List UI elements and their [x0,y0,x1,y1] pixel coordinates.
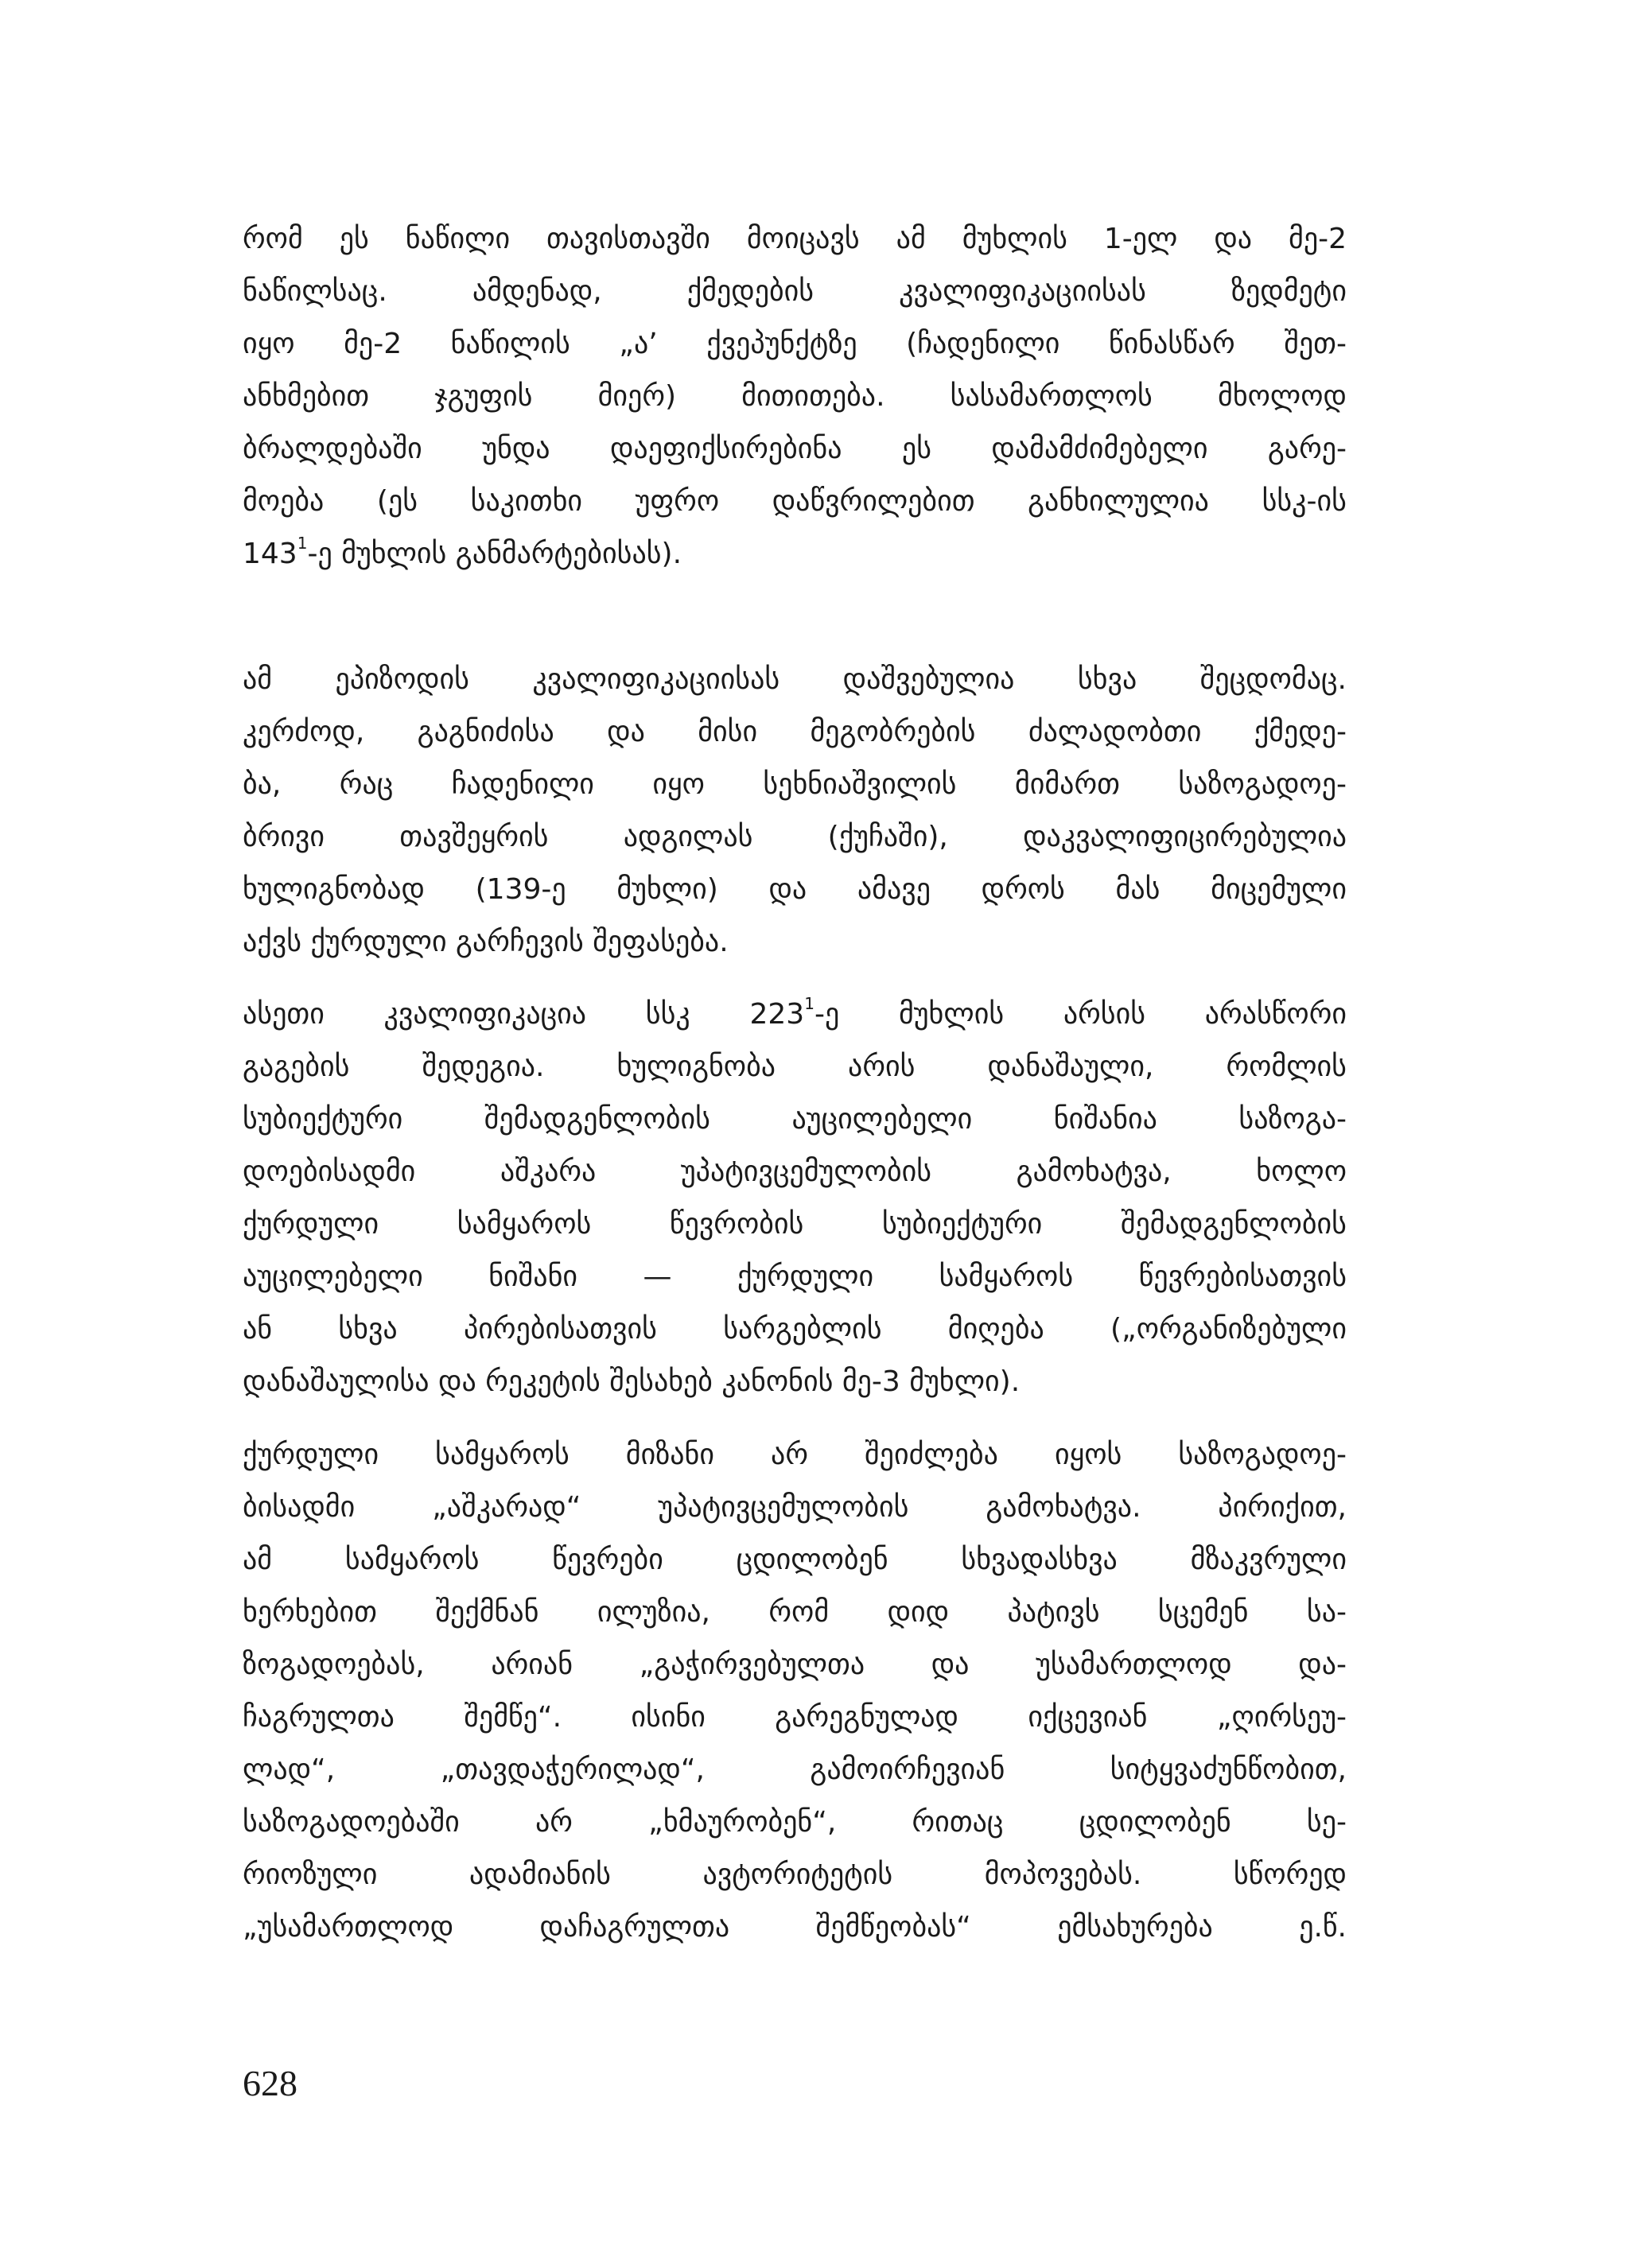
paragraph-line: ნაწილსაც. ამდენად, ქმედების კვალიფიკაციისას ზედმეტი [243,275,1347,308]
paragraph-2 [243,654,1347,969]
paragraph-1 [243,213,1347,581]
paragraph-line: ხერხებით შექმნან ილუზია, რომ დიდ პატივს სცემენ სა- [243,1596,1347,1629]
paragraph-line: აუცილებელი ნიშანი — ქურდული სამყაროს წევრებისათვის [243,1260,1347,1293]
paragraph-line: რიოზული ადამიანის ავტორიტეტის მოპოვებას. სწორედ [243,1858,1347,1891]
paragraph-line: ჩაგრულთა შემწე“. ისინი გარეგნულად იქცევიან „ღირსეუ- [243,1701,1347,1734]
paragraph-line: დანაშაულისა და რეკეტის შესახებ კანონის მე-3 მუხლი). [243,1365,1021,1398]
paragraph-line: აქვს ქურდული გარჩევის შეფასება. [243,926,729,958]
paragraph-line [243,528,1347,581]
paragraph-line: ან სხვა პირებისათვის სარგებლის მიღება („ორგანიზებული [243,1313,1347,1346]
line-text: -ე მუხლის განმარტებისას). [307,538,682,570]
paragraph-line: ბა, რაც ჩადენილი იყო სეხნიაშვილის მიმართ საზოგადოე- [243,768,1347,801]
article-superscript: 1 [804,994,814,1013]
paragraph-4 [243,1429,1347,1954]
paragraph-line: ანხმებით ჯგუფის მიერ) მითითება. სასამართლოს მხოლოდ [243,380,1347,413]
line-text: ასეთი კვალიფიკაცია სსკ 223 [243,998,805,1031]
paragraph-line: ბრივი თავშეყრის ადგილას (ქუჩაში), დაკვალიფიცირებულია [243,821,1347,853]
page-number: 628 [243,2063,297,2103]
paragraph-line: ლად“, „თავდაჭერილად“, გამოირჩევიან სიტყვაძუნწობით, [243,1753,1347,1786]
paragraph-line: მოება (ეს საკითხი უფრო დაწვრილებით განხილულია სსკ-ის [243,485,1347,518]
paragraph-line: ზოგადოებას, არიან „გაჭირვებულთა და უსამართლოდ და- [243,1649,1347,1681]
paragraph-line: რომ ეს ნაწილი თავისთავში მოიცავს ამ მუხლის 1-ელ და მე-2 [243,223,1347,255]
paragraph-line: ქურდული სამყაროს მიზანი არ შეიძლება იყოს საზოგადოე- [243,1439,1347,1471]
paragraph-line: „უსამართლოდ დაჩაგრულთა შემწეობას“ ემსახურება ე.წ. [243,1911,1347,1944]
paragraph-line: ქურდული სამყაროს წევრობის სუბიექტური შემადგენლობის [243,1208,1347,1241]
paragraph-line [243,988,1347,1041]
paragraph-line: დოებისადმი აშკარა უპატივცემულობის გამოხატვა, ხოლო [243,1155,1347,1188]
paragraph-line: ბისადმი „აშკარად“ უპატივცემულობის გამოხატვა. პირიქით, [243,1491,1347,1524]
paragraph-line: კერძოდ, გაგნიძისა და მისი მეგობრების ძალადობთი ქმედე- [243,716,1347,748]
paragraph-line: ამ სამყაროს წევრები ცდილობენ სხვადასხვა მზაკვრული [243,1544,1347,1576]
paragraph-line: სუბიექტური შემადგენლობის აუცილებელი ნიშანია საზოგა- [243,1103,1347,1136]
paragraph-line: ხულიგნობად (139-ე მუხლი) და ამავე დროს მას მიცემული [243,873,1347,906]
line-text: -ე მუხლის არსის არასწორი [814,998,1347,1031]
paragraph-line: საზოგადოებაში არ „ხმაურობენ“, რითაც ცდილობენ სე- [243,1806,1347,1839]
paragraph-line: იყო მე-2 ნაწილის „ა’ ქვეპუნქტზე (ჩადენილი წინასწარ შეთ- [243,328,1347,360]
paragraph-line: ამ ეპიზოდის კვალიფიკაციისას დაშვებულია სხვა შეცდომაც. [243,663,1347,696]
paragraph-line: ბრალდებაში უნდა დაეფიქსირებინა ეს დამამძიმებელი გარე- [243,433,1347,465]
paragraph-3 [243,988,1347,1408]
paragraph-line: გაგების შედეგია. ხულიგნობა არის დანაშაული, რომლის [243,1051,1347,1083]
article-superscript: 1 [297,534,308,553]
article-number: 143 [243,538,297,570]
